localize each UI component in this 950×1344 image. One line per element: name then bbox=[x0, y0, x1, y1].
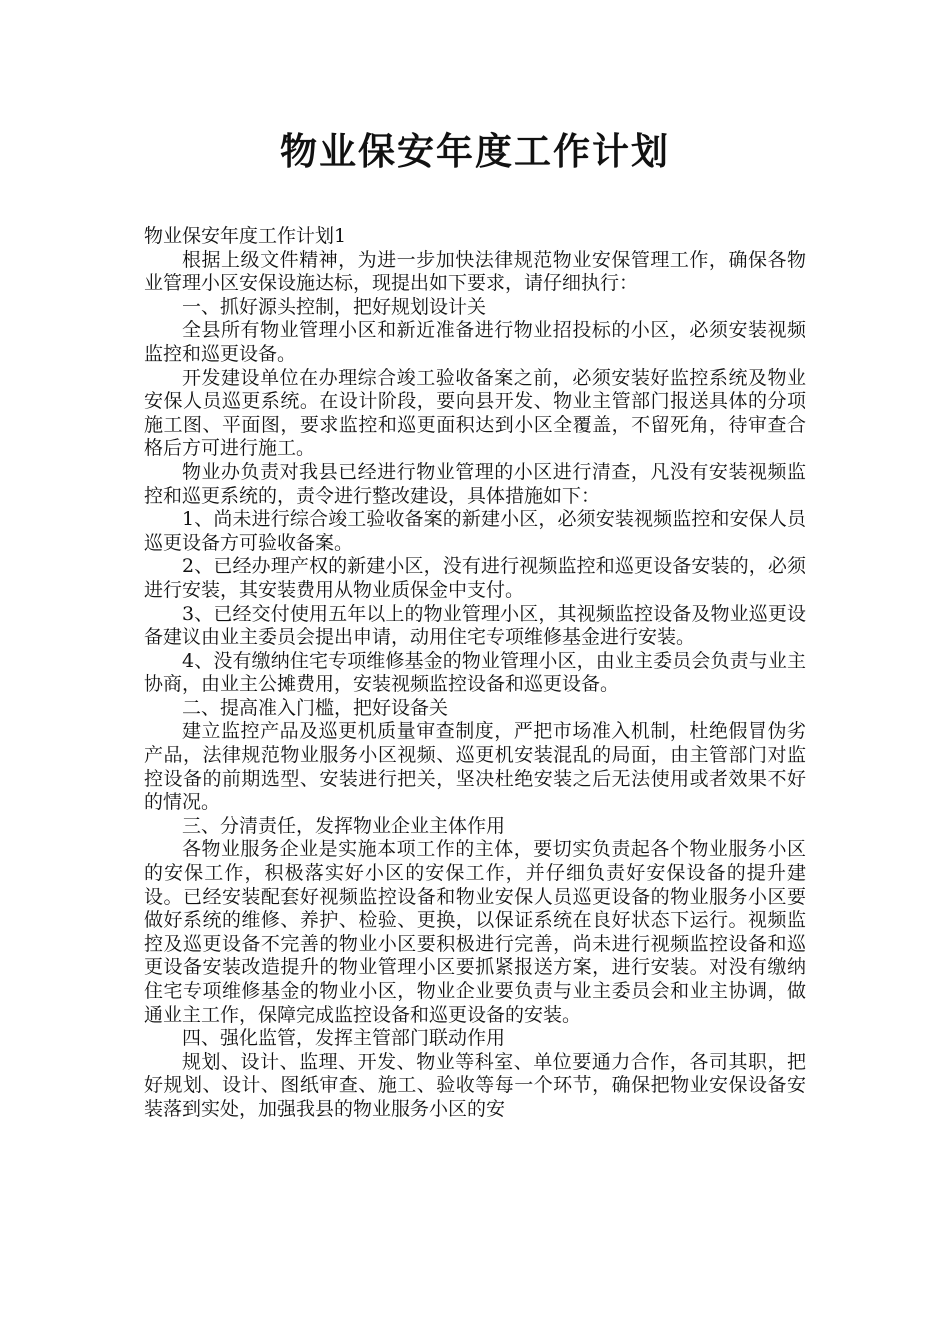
body-paragraph: 全县所有物业管理小区和新近准备进行物业招投标的小区，必须安装视频监控和巡更设备。 bbox=[144, 319, 806, 365]
body-paragraph: 四、强化监管，发挥主管部门联动作用 bbox=[182, 1027, 506, 1050]
body-paragraph: 物业办负责对我县已经进行物业管理的小区进行清查，凡没有安装视频监控和巡更系统的，责令进行整改建设，具体措施如下： bbox=[144, 460, 806, 507]
document-title: 物业保安年度工作计划 bbox=[280, 130, 670, 173]
body-paragraph: 建立监控产品及巡更机质量审查制度，严把市场准入机制，杜绝假冒伪劣产品，法律规范物业服务小区视频、巡更机安装混乱的局面，由主管部门对监控设备的前期选型、安装进行把关，坚决杜绝安装之后无法使用或者效果不好的情况。 bbox=[144, 720, 806, 814]
body-paragraph: 开发建设单位在办理综合竣工验收备案之前，必须安装好监控系统及物业安保人员巡更系统。在设计阶段，要向县开发、物业主管部门报送具体的分项施工图、平面图，要求监控和巡更面积达到小区全覆盖，不留死角，待审查合格后方可进行施工。 bbox=[144, 366, 806, 460]
body-paragraph: 4、没有缴纳住宅专项维修基金的物业管理小区，由业主委员会负责与业主协商，由业主公摊费用，安装视频监控设备和巡更设备。 bbox=[144, 649, 806, 696]
section-heading: 物业保安年度工作计划1 bbox=[144, 225, 347, 247]
body-paragraph: 一、抓好源头控制，把好规划设计关 bbox=[182, 295, 487, 318]
body-paragraph: 根据上级文件精神，为进一步加快法律规范物业安保管理工作，确保各物业管理小区安保设施达标，现提出如下要求，请仔细执行： bbox=[144, 248, 806, 295]
body-paragraph: 二、提高准入门槛，把好设备关 bbox=[182, 696, 449, 719]
document-body bbox=[144, 225, 806, 1122]
body-paragraph: 各物业服务企业是实施本项工作的主体，要切实负责起各个物业服务小区的安保工作，积极落实好小区的安保工作，并仔细负责好安保设备的提升建设。已经安装配套好视频监控设备和物业安保人员巡更设备的物业服务小区要做好系统的维修、养护、检验、更换，以保证系统在良好状态下运行。视频监控及巡更设备不完善的物业小区要积极进行完善，尚未进行视频监控设备和巡更设备安装改造提升的物业管理小区要抓紧报送方案，进行安装。对没有缴纳住宅专项维修基金的物业小区，物业企业要负责与业主委员会和业主协调，做通业主工作，保障完成监控设备和巡更设备的安装。 bbox=[144, 838, 806, 1026]
body-paragraph: 1、尚未进行综合竣工验收备案的新建小区，必须安装视频监控和安保人员巡更设备方可验收备案。 bbox=[144, 508, 806, 554]
body-paragraph: 2、已经办理产权的新建小区，没有进行视频监控和巡更设备安装的，必须进行安装，其安装费用从物业质保金中支付。 bbox=[144, 555, 806, 601]
body-paragraph: 规划、设计、监理、开发、物业等科室、单位要通力合作，各司其职，把好规划、设计、图纸审查、施工、验收等每一个环节，确保把物业安保设备安装落到实处，加强我县的物业服务小区的安 bbox=[144, 1050, 806, 1120]
body-paragraph: 3、已经交付使用五年以上的物业管理小区，其视频监控设备及物业巡更设备建议由业主委员会提出申请，动用住宅专项维修基金进行安装。 bbox=[144, 602, 806, 649]
body-paragraph: 三、分清责任，发挥物业企业主体作用 bbox=[182, 814, 506, 837]
